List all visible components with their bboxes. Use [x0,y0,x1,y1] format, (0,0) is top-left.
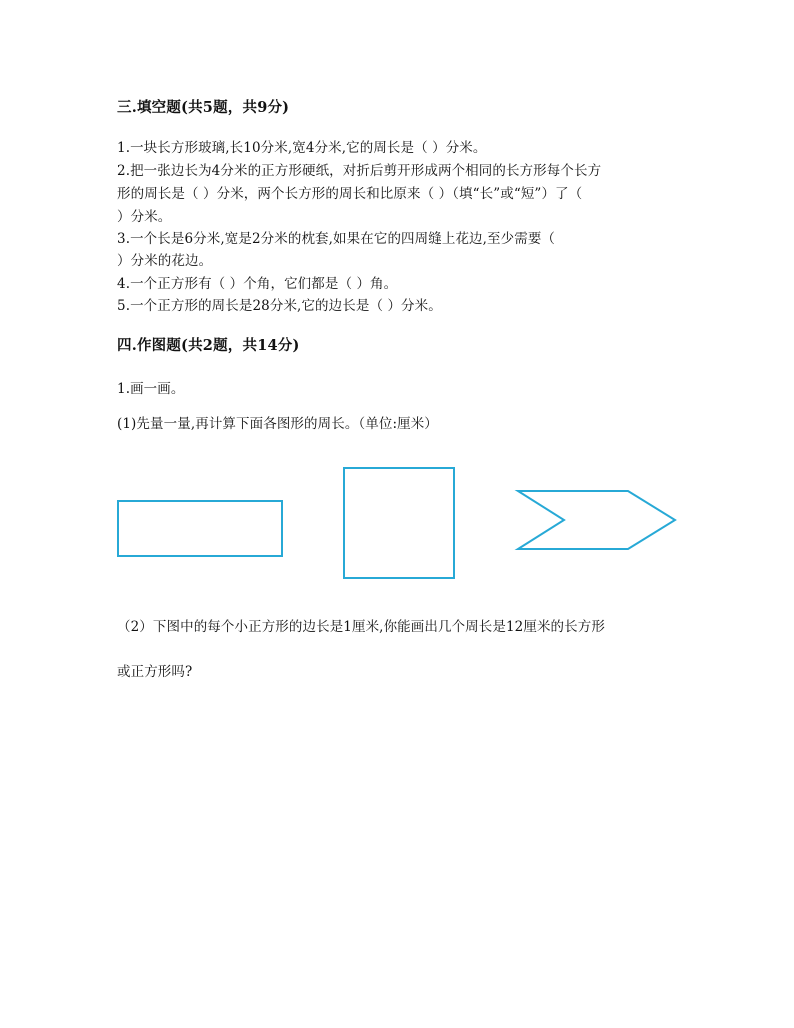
drawing-question-1: 1.画一画。 [117,381,185,397]
drawing-question-1-part-2-line-2: 或正方形吗? [117,664,193,680]
question-line-2: 2.把一张边长为4分米的正方形硬纸，对折后剪开形成两个相同的长方形每个长方 [117,163,602,179]
question-line-3: 形的周长是（ ）分米，两个长方形的周长和比原来（ ）（填“长”或“短”）了（ [117,186,583,202]
section-4-heading: 四.作图题(共2题，共14分) [117,337,300,354]
question-line-4: ）分米。 [117,209,172,225]
rectangle-shape [118,501,282,556]
arrow-banner-shape [518,491,675,549]
measurement-figures [0,440,794,600]
section-3-heading: 三.填空题(共5题，共9分) [117,99,290,116]
square-shape [344,468,454,578]
drawing-question-1-part-1: (1)先量一量,再计算下面各图形的周长。（单位:厘米） [117,416,438,432]
question-line-1: 1.一块长方形玻璃,长10分米,宽4分米,它的周长是（ ）分米。 [117,140,487,156]
question-line-8: 5.一个正方形的周长是28分米,它的边长是（ ）分米。 [117,298,442,314]
question-line-6: ）分米的花边。 [117,253,213,269]
question-line-5: 3.一个长是6分米,宽是2分米的枕套,如果在它的四周缝上花边,至少需要（ [117,231,556,247]
drawing-question-1-part-2-line-1: （2）下图中的每个小正方形的边长是1厘米,你能画出几个周长是12厘米的长方形 [117,619,605,635]
question-line-7: 4.一个正方形有（ ）个角，它们都是（ ）角。 [117,276,398,292]
